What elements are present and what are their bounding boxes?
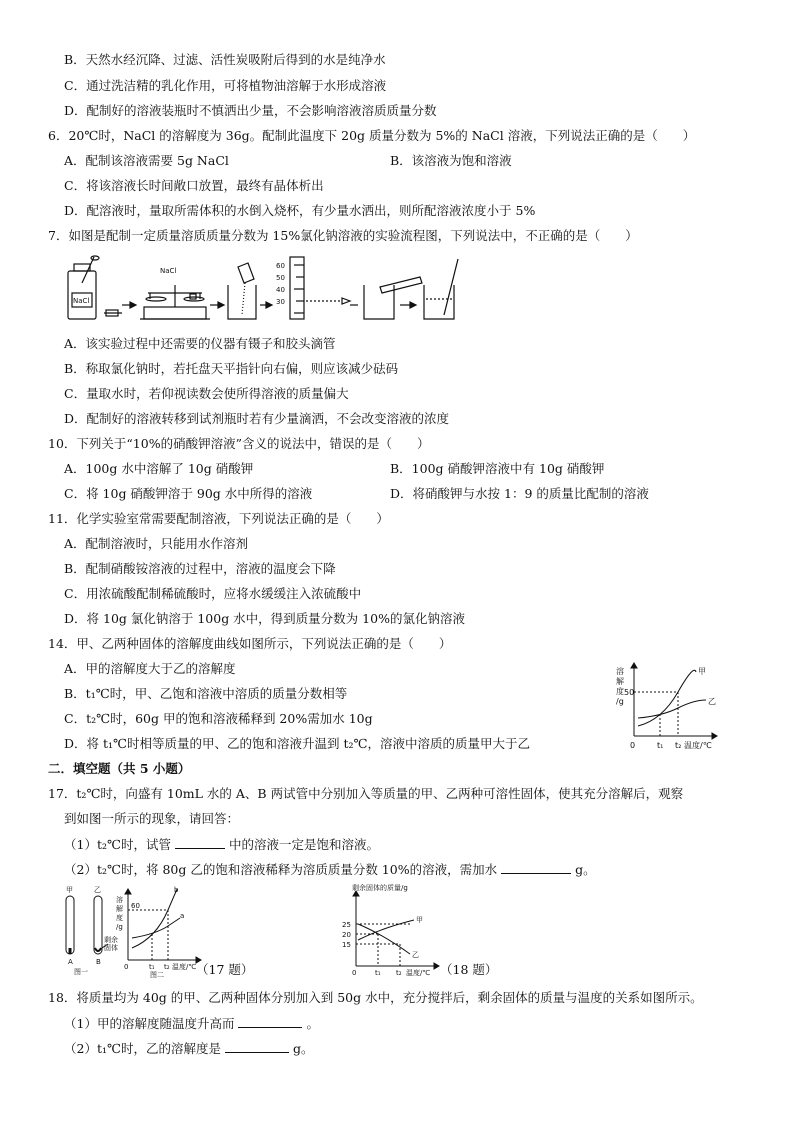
question-17-part1: [64, 836, 379, 853]
option-6d: D．配溶液时，量取所需体积的水倒入烧杯，有少量水洒出，则所配溶液浓度小于 5%: [64, 203, 536, 218]
q17-part2-text-a: （2）t₂℃时，将 80g 乙的饱和溶液稀释为溶质质量分数 10%的溶液，需加水: [64, 862, 498, 877]
figure-7-procedure: [60, 255, 480, 325]
option-7c: C．量取水时，若仰视读数会使所得溶液的质量偏大: [64, 386, 349, 401]
fig14-tick-50: 50: [624, 688, 635, 697]
fig18-xlabel: 温度/℃: [406, 969, 431, 977]
fig14-ylabel-3: 度: [616, 687, 624, 696]
option-5c: C．通过洗洁精的乳化作用，可将植物油溶解于水形成溶液: [64, 78, 387, 93]
option-14a: A．甲的溶解度大于乙的溶解度: [64, 661, 236, 676]
cyl-tick-40: 40: [276, 286, 285, 294]
fig17-label-a: A: [68, 958, 73, 966]
fig17-origin: 0: [124, 963, 129, 971]
question-11: 11．化学实验室常需要配制溶液，下列说法正确的是（ ）: [48, 511, 389, 526]
fig18-tick-20: 20: [342, 931, 351, 939]
fig17-solid-2: 固体: [104, 944, 118, 952]
fig14-ylabel-2: 解: [616, 677, 624, 686]
fig17-ylabel-1: 溶: [116, 896, 123, 904]
q18-part2-blank[interactable]: [225, 1040, 289, 1053]
question-10: 10．下列关于“10%的硝酸钾溶液”含义的说法中，错误的是（ ）: [48, 436, 430, 451]
option-5b: B．天然水经沉降、过滤、活性炭吸附后得到的水是纯净水: [64, 52, 386, 67]
option-7b: B．称取氯化钠时，若托盘天平指针向右偏，则应该减少砝码: [64, 361, 399, 376]
q18-part2-end: g。: [292, 1041, 314, 1056]
option-10d: D．将硝酸钾与水按 1：9 的质量比配制的溶液: [390, 486, 649, 501]
option-11d: D．将 10g 氯化钠溶于 100g 水中，得到质量分数为 10%的氯化钠溶液: [64, 611, 465, 626]
fig17-series-a: a: [180, 912, 185, 920]
option-11c: C．用浓硫酸配制稀硫酸时，应将水缓缓注入浓硫酸中: [64, 586, 362, 601]
cyl-tick-30: 30: [276, 298, 285, 306]
fig17-label-b: B: [96, 958, 101, 966]
fig14-series-jia: 甲: [698, 667, 706, 676]
option-6c: C．将该溶液长时间敞口放置，最终有晶体析出: [64, 178, 324, 193]
figure-18-caption: （18 题）: [440, 962, 498, 977]
question-17-part2: [64, 861, 596, 878]
option-14d: D．将 t₁℃时相等质量的甲、乙的饱和溶液升温到 t₂℃，溶液中溶质的质量甲大于乙: [64, 736, 531, 751]
fig17-series-b: b: [174, 886, 179, 894]
option-10b: B．100g 硝酸钾溶液中有 10g 硝酸钾: [390, 461, 605, 476]
fig14-ylabel-1: 溶: [616, 667, 624, 676]
option-10c: C．将 10g 硝酸钾溶于 90g 水中所得的溶液: [64, 486, 313, 501]
fig17-ylabel-3: 度: [116, 914, 123, 922]
cyl-tick-60: 60: [276, 262, 285, 270]
question-18-part1: [64, 1015, 319, 1032]
fig17-t2: t₂: [164, 963, 170, 971]
option-6a: A．配制该溶液需要 5g NaCl: [64, 153, 229, 168]
fig14-ylabel-4: /g: [616, 697, 624, 706]
fig14-xlabel: 温度/℃: [684, 741, 712, 750]
option-6b: B．该溶液为饱和溶液: [390, 153, 512, 168]
fig18-title: 剩余固体的质量/g: [352, 884, 408, 892]
fig18-t2: t₂: [396, 969, 402, 977]
nacl-bottle-label: NaCl: [73, 297, 90, 305]
fig18-series-jia: 甲: [416, 916, 423, 924]
fig14-t2: t₂: [675, 741, 682, 750]
question-7: 7．如图是配制一定质量溶质质量分数为 15%氯化钠溶液的实验流程图，下列说法中，不正确的是（ ）: [48, 228, 638, 243]
q17-part1-text-a: （1）t₂℃时，试管: [64, 837, 171, 852]
fig17-ylabel-4: /g: [116, 923, 123, 931]
fig17-solid-1: 剩余: [104, 936, 118, 944]
q18-part1-end: 。: [306, 1016, 319, 1031]
fig14-origin: 0: [630, 741, 636, 750]
fig17-fig1: 图一: [74, 968, 88, 976]
fig18-tick-15: 15: [342, 941, 351, 949]
question-6: 6．20℃时，NaCl 的溶解度为 36g。配制此温度下 20g 质量分数为 5%的 NaCl 溶液，下列说法正确的是（ ）: [48, 128, 696, 143]
fig17-xlabel: 温度/℃: [172, 963, 197, 971]
option-14c: C．t₂℃时，60g 甲的饱和溶液稀释到 20%需加水 10g: [64, 711, 373, 726]
option-7a: A．该实验过程中还需要的仪器有镊子和胶头滴管: [64, 336, 336, 351]
option-5d: D．配制好的溶液装瓶时不慎洒出少量，不会影响溶液溶质质量分数: [64, 103, 437, 118]
q18-part2-text: （2）t₁℃时，乙的溶解度是: [64, 1041, 221, 1056]
fig18-tick-25: 25: [342, 921, 351, 929]
fig14-t1: t₁: [657, 741, 664, 750]
q17-part1-text-b: 中的溶液一定是饱和溶液。: [228, 837, 379, 852]
q18-part1-text: （1）甲的溶解度随温度升高而: [64, 1016, 235, 1031]
section-2-heading: 二．填空题（共 5 小题）: [48, 761, 191, 776]
fig17-tube-jia: 甲: [66, 886, 73, 894]
fig17-tick-60: 60: [131, 902, 140, 910]
q17-part2-blank[interactable]: [501, 861, 571, 874]
figure-17-caption: （17 题）: [196, 962, 254, 977]
option-11a: A．配制溶液时，只能用水作溶剂: [64, 536, 249, 551]
fig17-tube-yi: 乙: [94, 886, 101, 894]
fig18-series-yi: 乙: [412, 951, 419, 959]
option-11b: B．配制硝酸铵溶液的过程中，溶液的温度会下降: [64, 561, 336, 576]
fig17-fig2: 图二: [150, 971, 164, 978]
q17-part1-blank[interactable]: [175, 836, 225, 849]
question-17: 17．t₂℃时，向盛有 10mL 水的 A、B 两试管中分别加入等质量的甲、乙两种可溶性固体，使其充分溶解后，观察: [48, 786, 684, 801]
fig14-series-yi: 乙: [708, 697, 716, 706]
question-14: 14．甲、乙两种固体的溶解度曲线如图所示，下列说法正确的是（ ）: [48, 636, 452, 651]
option-14b: B．t₁℃时，甲、乙饱和溶液中溶质的质量分数相等: [64, 686, 348, 701]
question-18: 18．将质量均为 40g 的甲、乙两种固体分别加入到 50g 水中，充分搅拌后，剩余固体的质量与温度的关系如图所示。: [48, 990, 703, 1005]
question-18-part2: [64, 1040, 313, 1057]
option-7d: D．配制好的溶液转移到试剂瓶时若有少量滴洒，不会改变溶液的浓度: [64, 411, 450, 426]
figure-18-remaining-solid: [338, 882, 448, 978]
fig17-ylabel-2: 解: [116, 905, 123, 913]
q17-part2-text-b: g。: [575, 862, 596, 877]
figure-14-solubility-curve: [612, 660, 722, 752]
question-17-cont: 到如图一所示的现象，请回答：: [64, 811, 240, 826]
q18-part1-blank[interactable]: [238, 1015, 302, 1028]
fig18-origin: 0: [352, 969, 357, 977]
option-10a: A．100g 水中溶解了 10g 硝酸钾: [64, 461, 254, 476]
nacl-balance-label: NaCl: [160, 267, 177, 275]
cyl-tick-50: 50: [276, 274, 285, 282]
fig17-t1: t₁: [149, 963, 155, 971]
fig18-t1: t₁: [375, 969, 381, 977]
